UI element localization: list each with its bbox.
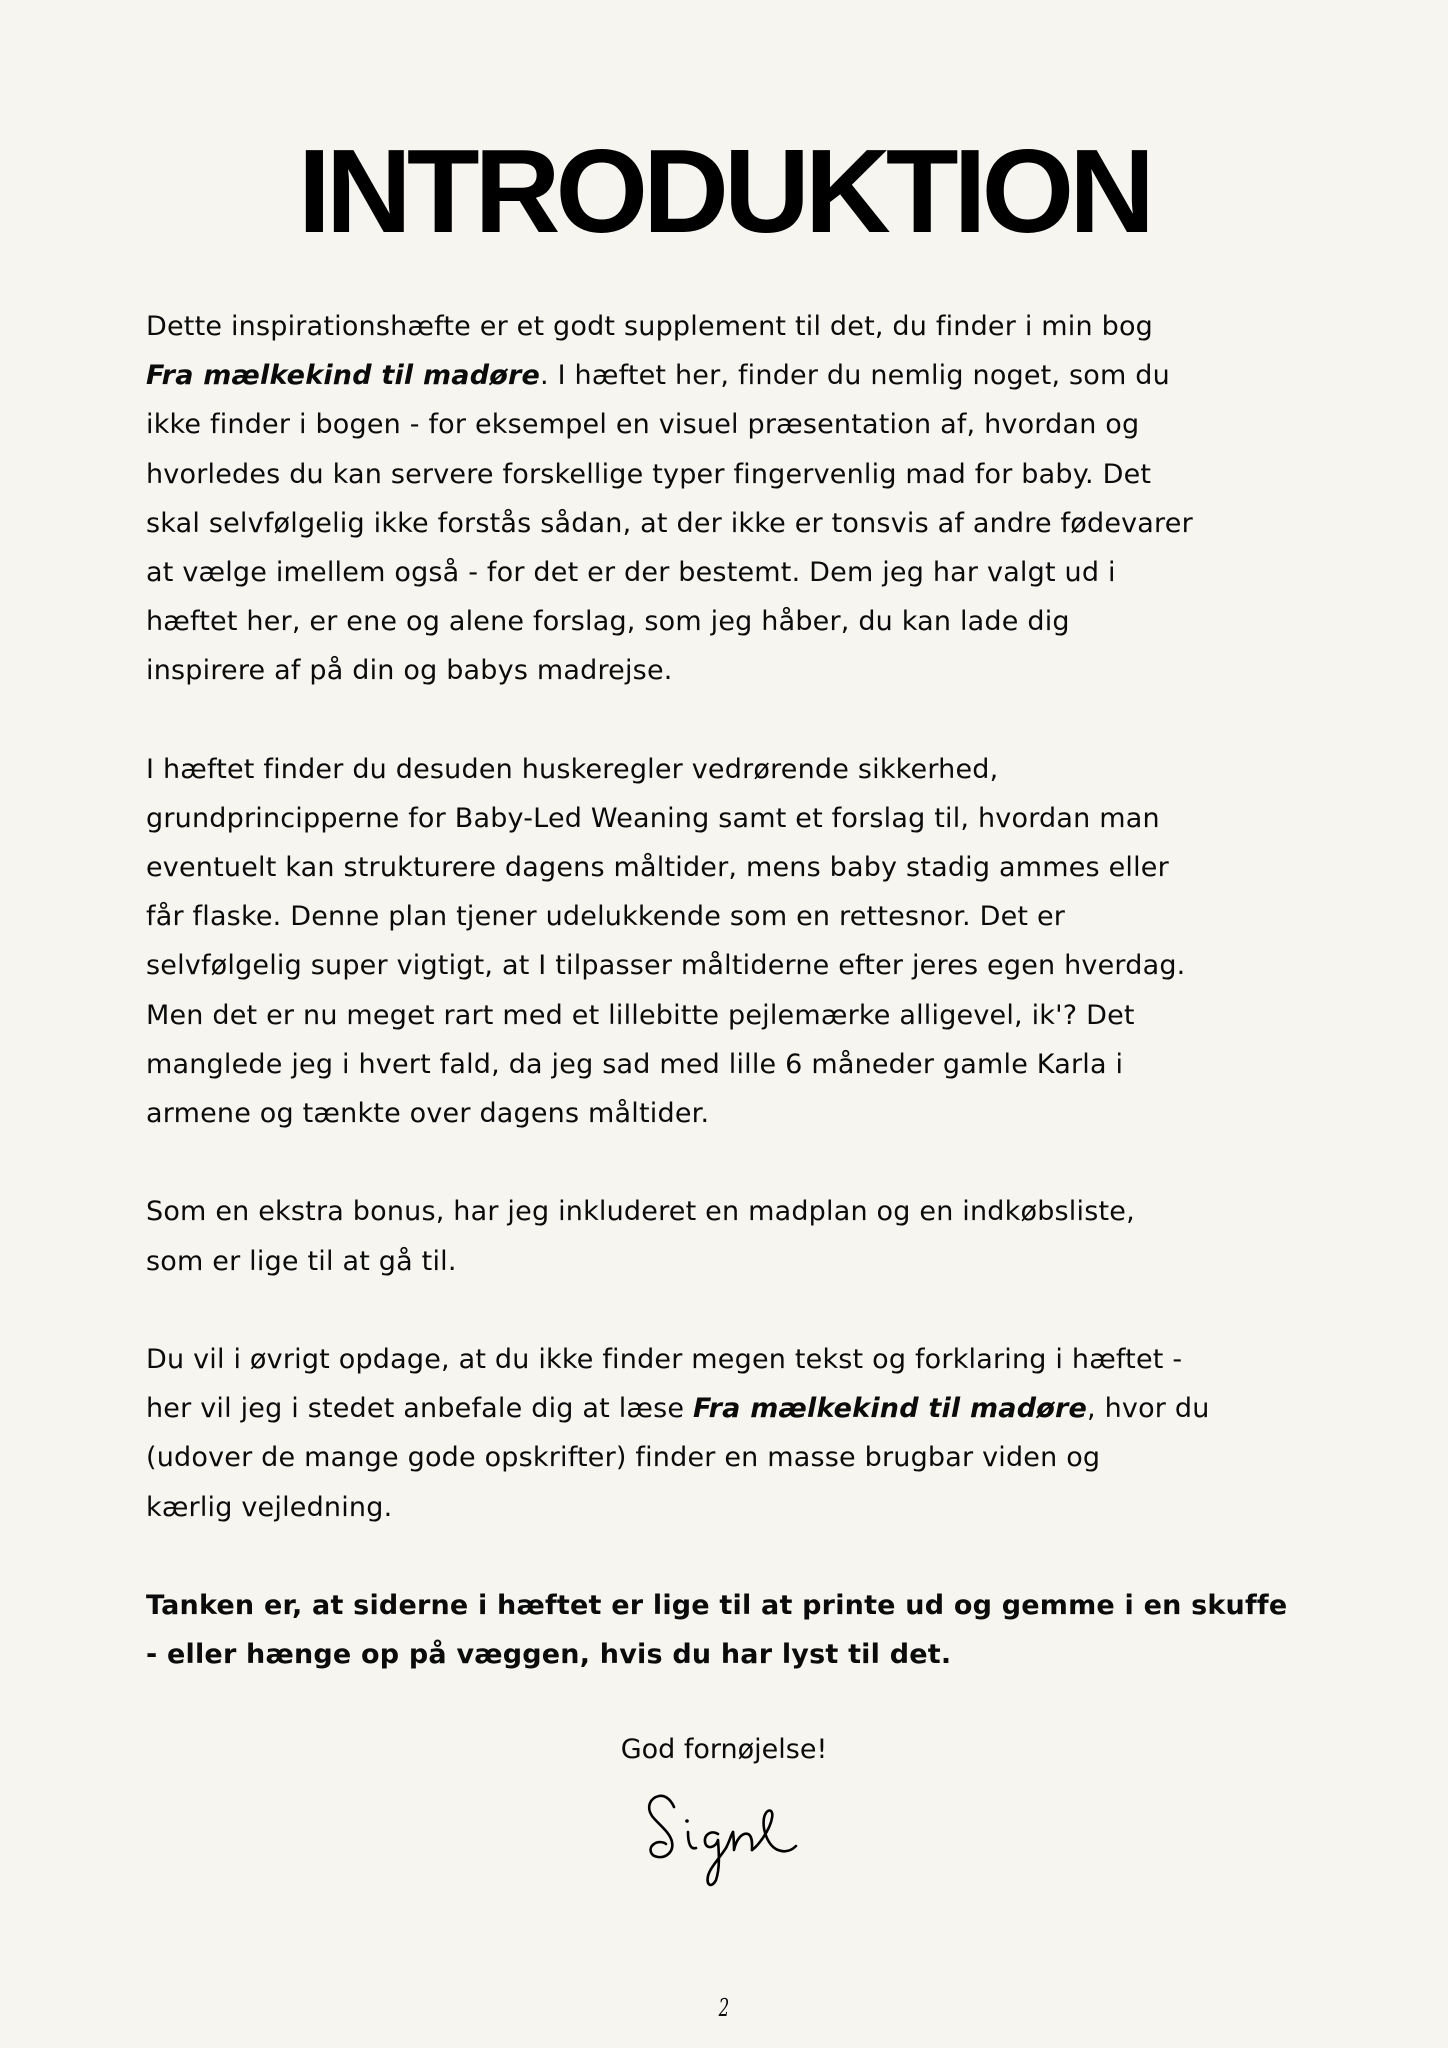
book-title: Fra mælkekind til madøre [146,360,541,392]
page-title: INTRODUKTION [297,125,1151,258]
text-line [146,843,1346,892]
text-segment: kærlig vejledning. [146,1491,393,1523]
text-line [146,1581,1346,1630]
text-line [146,597,1346,646]
text-line [146,991,1346,1040]
paragraph-intro [146,302,1346,696]
text-segment: Dette inspirationshæfte er et godt supplement til det, du finder i min bog [146,311,1153,342]
text-segment: . I hæftet her, finder du nemlig noget, som du [540,360,1170,392]
text-segment: I hæftet finder du desuden huskeregler vedrørende sikkerhed, [146,753,999,785]
signature-dot-i [685,1819,689,1823]
text-line [146,400,1346,449]
text-segment: (udover de mange gode opskrifter) finder en masse brugbar viden og [146,1442,1101,1474]
text-segment: armene og tænkte over dagens måltider. [146,1098,710,1129]
text-line [146,1433,1346,1482]
signature-stroke-i [688,1832,696,1848]
text-line [146,499,1346,548]
signature [630,1780,840,1900]
text-line [146,1040,1346,1089]
text-segment: hvorledes du kan servere forskellige typer fingervenlig mad for baby. Det [146,458,1152,490]
text-segment: skal selvfølgelig ikke forstås sådan, at der ikke er tonsvis af andre fødevarer [146,507,1193,539]
text-segment: Du vil i øvrigt opdage, at du ikke finder megen tekst og forklaring i hæftet - [146,1343,1183,1375]
text-segment: Som en ekstra bonus, har jeg inkluderet en madplan og en indkøbsliste, [146,1196,1135,1228]
text-line [146,1237,1346,1286]
text-line [146,1335,1346,1384]
text-segment: inspirere af på din og babys madrejse. [146,655,673,687]
text-segment: Men det er nu meget rart med et lillebitte pejlemærke alligevel, ik'? Det [146,999,1135,1031]
text-segment: ikke finder i bogen - for eksempel en visuel præsentation af, hvordan og [146,409,1140,441]
text-segment: får flaske. Denne plan tjener udelukkende som en rettesnor. Det er [146,901,1066,933]
body-text [146,302,1346,1728]
text-line [146,1187,1346,1236]
book-title: Fra mælkekind til madøre [692,1393,1088,1425]
text-line [146,941,1346,990]
paragraph-contents [146,745,1346,1139]
signature-stroke-g [705,1832,733,1885]
text-line [146,1483,1346,1532]
paragraph-bonus [146,1187,1346,1285]
text-segment: Tanken er, at siderne i hæftet er lige til at printe ud og gemme i en skuffe [146,1589,1288,1621]
text-segment: - eller hænge op på væggen, hvis du har lyst til det. [146,1639,952,1671]
signature-stroke-e [752,1811,796,1852]
text-line [146,1630,1346,1679]
paragraph-reading-tip [146,1335,1346,1532]
text-segment: at vælge imellem også - for det er der bestemt. Dem jeg har valgt ud i [146,556,1116,588]
closing-greeting: God fornøjelse! [620,1734,828,1765]
text-line [146,302,1346,351]
text-segment: grundprincipperne for Baby-Led Weaning samt et forslag til, hvordan man [146,802,1160,834]
page-number: 2 [718,1994,730,2022]
text-segment: manglede jeg i hvert fald, da jeg sad med lille 6 måneder gamle Karla i [146,1048,1124,1080]
text-line [146,1384,1346,1433]
text-line [146,892,1346,941]
text-segment: her vil jeg i stedet anbefale dig at læse [146,1393,693,1425]
text-line [146,794,1346,843]
text-segment: , hvor du [1087,1393,1210,1425]
signature-stroke-n [733,1832,752,1850]
text-segment: eventuelt kan strukturere dagens måltider, mens baby stadig ammes eller [146,852,1169,884]
paragraph-print-note [146,1581,1346,1679]
text-line [146,646,1346,695]
text-segment: selvfølgelig super vigtigt, at I tilpasser måltiderne efter jeres egen hverdag. [146,950,1186,982]
text-line [146,351,1346,400]
text-segment: hæftet her, er ene og alene forslag, som jeg håber, du kan lade dig [146,606,1070,638]
text-line [146,450,1346,499]
text-line [146,548,1346,597]
text-segment: som er lige til at gå til. [146,1245,457,1277]
text-line [146,1089,1346,1138]
signature-stroke-s [649,1796,674,1857]
text-line [146,745,1346,794]
